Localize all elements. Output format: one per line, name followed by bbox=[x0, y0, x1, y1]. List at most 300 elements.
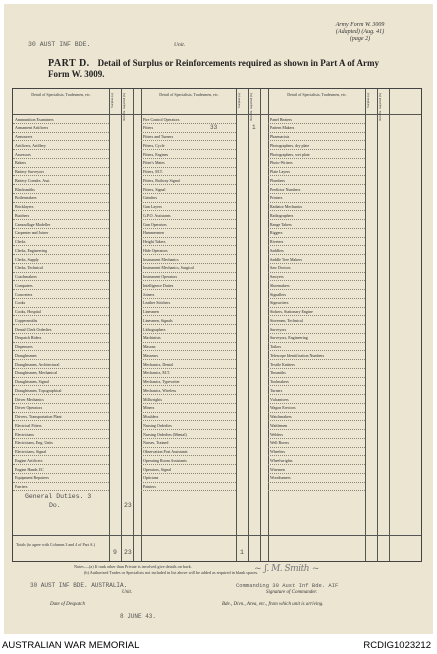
trade-label: Riveters bbox=[270, 239, 284, 244]
trade-row bbox=[13, 246, 109, 255]
trade-label: Stokers, Stationary Engine bbox=[270, 309, 313, 314]
trade-column-2 bbox=[141, 115, 236, 491]
trade-label: Wattlemen bbox=[270, 422, 288, 428]
trade-label: Fire Control Operators bbox=[143, 116, 180, 122]
trade-row bbox=[141, 369, 236, 378]
trade-row bbox=[268, 369, 365, 378]
trade-row bbox=[268, 124, 365, 133]
trade-row bbox=[268, 430, 365, 439]
trade-label: Machinists bbox=[143, 335, 161, 341]
trade-row bbox=[13, 168, 109, 177]
trade-row bbox=[268, 176, 365, 185]
totals-reinf: 23 bbox=[124, 549, 132, 556]
trade-label: Hammermen bbox=[143, 230, 164, 236]
note-a: Notes.—(a) If rank other than Private is involved give details on back. bbox=[74, 564, 192, 569]
trade-row bbox=[141, 115, 236, 124]
trade-label: Cooks, Hospital bbox=[15, 309, 41, 314]
trade-label: Assessors bbox=[15, 151, 31, 157]
trade-row bbox=[13, 290, 109, 299]
trade-row bbox=[141, 474, 236, 483]
trade-row bbox=[141, 343, 236, 352]
trade-row bbox=[141, 150, 236, 159]
trade-label: Clerks bbox=[15, 239, 26, 244]
trade-row bbox=[268, 238, 365, 247]
trade-row bbox=[268, 150, 365, 159]
trade-label: Photo-Writers bbox=[270, 160, 293, 166]
trade-label: Telescope Identification Numbers bbox=[270, 352, 325, 358]
trade-label: Gun Operators bbox=[143, 221, 167, 227]
commander-signature-image: ~ ʃ. M. Smith ~ bbox=[254, 564, 320, 574]
trade-row bbox=[268, 421, 365, 430]
trade-label: Panel Beaters bbox=[270, 116, 292, 122]
note-b: (b) Authorised Trades or Specialists not included in list above will be added as required in blank spaces. bbox=[84, 570, 259, 575]
date-of-despatch-label: Date of Despatch bbox=[50, 602, 85, 607]
trade-label: Printers bbox=[270, 195, 283, 201]
trade-row bbox=[141, 413, 236, 422]
trade-label: Lithographers bbox=[143, 326, 166, 332]
trade-label: Blacksmiths bbox=[15, 186, 35, 192]
header-surplus-col1: Surplus (a) bbox=[110, 93, 114, 108]
totals-surplus: 9 bbox=[113, 549, 117, 556]
trade-label: Toolmakers bbox=[270, 379, 289, 384]
trade-label: Opticians bbox=[143, 475, 159, 481]
unit-label: Unit. bbox=[174, 42, 186, 48]
destination-label: Bde., Divn., Area, etc., from which unit is arriving. bbox=[222, 602, 324, 607]
trade-label: Dispensers bbox=[15, 344, 33, 349]
trade-row bbox=[268, 483, 365, 492]
trade-label: Despatch Riders bbox=[15, 335, 42, 341]
trade-label: Fitters, Engines bbox=[143, 151, 169, 157]
trade-row bbox=[13, 404, 109, 413]
trade-row bbox=[13, 141, 109, 150]
trade-label: Tinsmiths bbox=[270, 370, 286, 376]
trade-label: Electrical Fitters bbox=[15, 422, 42, 428]
trade-row bbox=[141, 159, 236, 168]
trade-label: Battery Comdrs. Asst. bbox=[15, 177, 51, 183]
trade-label: Leather Stitchers bbox=[143, 300, 171, 306]
trade-row bbox=[13, 360, 109, 369]
trade-row bbox=[268, 465, 365, 474]
trade-row bbox=[268, 194, 365, 203]
trade-row bbox=[13, 238, 109, 247]
trade-row bbox=[13, 281, 109, 290]
trade-row bbox=[13, 159, 109, 168]
trade-row bbox=[268, 351, 365, 360]
trade-row bbox=[13, 439, 109, 448]
trade-row bbox=[268, 246, 365, 255]
trade-row bbox=[13, 386, 109, 395]
trade-row bbox=[141, 430, 236, 439]
form-ref-line3: (page 2) bbox=[349, 36, 371, 42]
trade-label: Bakers bbox=[15, 160, 27, 166]
trade-row bbox=[268, 386, 365, 395]
trade-label: Saddle Tree Makers bbox=[270, 256, 302, 262]
trade-row bbox=[13, 133, 109, 142]
trade-row bbox=[268, 395, 365, 404]
trade-row bbox=[141, 456, 236, 465]
trade-label: Wheelers bbox=[270, 449, 286, 454]
ditto-value: 23 bbox=[124, 502, 132, 509]
trade-row bbox=[268, 325, 365, 334]
trade-label: Wagon Erectors bbox=[270, 405, 296, 411]
trade-label: Intelligence Duties bbox=[143, 282, 174, 288]
trade-row bbox=[141, 281, 236, 290]
trade-row bbox=[268, 439, 365, 448]
trade-row bbox=[141, 334, 236, 343]
trade-label: Vulcanisers bbox=[270, 396, 289, 402]
trade-label: Plumbers bbox=[270, 177, 286, 183]
trade-row bbox=[268, 168, 365, 177]
trade-row bbox=[141, 246, 236, 255]
trade-label: Armourers bbox=[15, 134, 33, 139]
trade-label: Fitter's Mates bbox=[143, 160, 165, 166]
trade-label: Fitters, Signal bbox=[143, 186, 166, 192]
trade-row bbox=[13, 194, 109, 203]
trade-row bbox=[141, 141, 236, 150]
trade-row bbox=[141, 465, 236, 474]
general-duties-line: General Duties. 3 bbox=[25, 493, 92, 500]
trade-row bbox=[268, 290, 365, 299]
trade-label: Camouflage Modeller bbox=[15, 221, 51, 227]
trade-row bbox=[268, 273, 365, 282]
trade-label: Concreters bbox=[15, 291, 33, 297]
trade-row bbox=[141, 229, 236, 238]
trade-row bbox=[268, 264, 365, 273]
trade-label: Computers bbox=[15, 282, 33, 288]
trade-row bbox=[13, 369, 109, 378]
trade-label: Wheelwrights bbox=[270, 457, 293, 463]
trade-label: Nurses, Trained bbox=[143, 440, 169, 446]
form-ref-line2: (Adapted) (Aug. 41) bbox=[335, 29, 385, 35]
trade-label: Woodturners bbox=[270, 475, 291, 481]
trade-label: Driver Mechanics bbox=[15, 396, 44, 402]
trade-row bbox=[268, 360, 365, 369]
trade-label: Photographers, dry plate bbox=[270, 142, 310, 148]
trade-row bbox=[13, 299, 109, 308]
trade-row bbox=[13, 413, 109, 422]
trade-label: Welders bbox=[270, 431, 284, 437]
trade-row bbox=[13, 176, 109, 185]
trade-label: Operating Room Assistants bbox=[143, 457, 187, 463]
trade-label: Linesmen bbox=[143, 309, 159, 314]
trade-label: Observation Post Assistants bbox=[143, 449, 188, 454]
trade-label: Draughtsmen, Architectural bbox=[15, 361, 60, 367]
trade-row bbox=[141, 238, 236, 247]
trade-label: Boilermakers bbox=[15, 195, 37, 201]
fitters-reinf-value: 1 bbox=[252, 124, 256, 131]
trade-row bbox=[13, 150, 109, 159]
trade-label: Draughtsmen, Topographical bbox=[15, 387, 62, 393]
trade-row bbox=[141, 255, 236, 264]
trade-label: Carpenter and Joiner bbox=[15, 230, 49, 236]
trade-label: Shoemakers bbox=[270, 282, 290, 288]
trade-row bbox=[13, 343, 109, 352]
header-reinf-col2: Reinfts. required (b) bbox=[249, 93, 253, 121]
trade-row bbox=[141, 273, 236, 282]
trade-row bbox=[141, 194, 236, 203]
trade-label: Farriers bbox=[15, 484, 28, 489]
trade-label: Battery Surveyors bbox=[15, 169, 44, 174]
trade-label: Miners bbox=[143, 405, 155, 411]
trade-row bbox=[13, 273, 109, 282]
trade-label: Fitters and Turners bbox=[143, 134, 174, 139]
trade-label: Fitters, Railway Signal bbox=[143, 177, 180, 183]
trade-row bbox=[13, 203, 109, 212]
trade-label: Signallers bbox=[270, 291, 286, 297]
trade-label: Drivers, Transportation Plant bbox=[15, 414, 62, 419]
trade-label: Fitters bbox=[143, 125, 154, 131]
trade-row bbox=[268, 229, 365, 238]
trade-label: Surveyors, Engineering bbox=[270, 335, 308, 341]
trade-column-3 bbox=[268, 115, 365, 491]
trade-label: Coppersmiths bbox=[15, 317, 38, 323]
trade-label: Masseurs bbox=[143, 352, 159, 358]
trade-row bbox=[13, 378, 109, 387]
trade-label: Plate Layers bbox=[270, 169, 290, 174]
trade-row bbox=[268, 211, 365, 220]
trade-label: Saddlers bbox=[270, 247, 284, 253]
trade-row bbox=[13, 229, 109, 238]
trade-label: Masons bbox=[143, 344, 156, 349]
trade-label: Mechanics, M.T. bbox=[143, 370, 171, 376]
trade-row bbox=[13, 308, 109, 317]
trade-row bbox=[13, 124, 109, 133]
trade-label: Instrument Operators bbox=[143, 274, 178, 279]
trade-label: Engine Hands I/C bbox=[15, 466, 44, 472]
trade-label: Instrument Mechanics bbox=[143, 256, 179, 262]
trade-row bbox=[268, 115, 365, 124]
trade-label: Height Takers bbox=[143, 239, 166, 244]
trade-row bbox=[141, 316, 236, 325]
header-trade-col2: Detail of Specialists, Tradesmen, etc. bbox=[159, 92, 219, 97]
unit-typed: 30 AUST INF BDE. bbox=[28, 41, 91, 48]
trade-row bbox=[268, 474, 365, 483]
trade-label: Radiographers bbox=[270, 212, 294, 218]
trade-row bbox=[268, 281, 365, 290]
trade-label: Fitters, M.T. bbox=[143, 169, 163, 174]
record-id: RCDIG1023212 bbox=[363, 640, 431, 651]
totals-col2: 1 bbox=[240, 549, 244, 556]
form-sheet bbox=[4, 4, 433, 634]
form-ref-line1: Army Form W. 3009 bbox=[335, 22, 385, 28]
commanding-typed: Commanding 30 Aust Inf Bde. AIF bbox=[236, 582, 339, 589]
header-trade-col3: Detail of Specialists, Tradesmen, etc. bbox=[287, 92, 347, 97]
trade-row bbox=[141, 448, 236, 457]
trade-row bbox=[13, 211, 109, 220]
trade-label: Draughtsmen, Signal bbox=[15, 379, 49, 384]
trade-label: Linesmen, Signals bbox=[143, 317, 173, 323]
trade-label: Hide Operators bbox=[143, 247, 168, 253]
trade-label: Well Borers bbox=[270, 440, 290, 446]
date-typed: 8 JUNE 43. bbox=[120, 613, 157, 620]
trade-label: Electricians, Eng. Units bbox=[15, 440, 53, 446]
trade-label: Butchers bbox=[15, 212, 30, 218]
archive-credit: AUSTRALIAN WAR MEMORIAL bbox=[2, 640, 140, 651]
trade-row bbox=[141, 308, 236, 317]
trade-row bbox=[141, 325, 236, 334]
bottom-unit-typed: 30 AUST INF BDE. AUSTRALIA. bbox=[30, 582, 128, 589]
trade-row bbox=[141, 299, 236, 308]
trade-row bbox=[13, 185, 109, 194]
trade-label: Draughtsmen bbox=[15, 352, 37, 358]
trade-label: Draughtsmen, Mechanical bbox=[15, 370, 58, 376]
trade-label: Engine Artificers bbox=[15, 457, 43, 463]
trade-label: Coachmakers bbox=[15, 274, 37, 279]
trade-row bbox=[141, 220, 236, 229]
trade-row bbox=[13, 448, 109, 457]
trade-row bbox=[13, 430, 109, 439]
trade-label: Radiator Mechanics bbox=[270, 204, 303, 209]
trade-row bbox=[13, 395, 109, 404]
fitters-value: 33 bbox=[210, 124, 218, 131]
trade-label: Watchmakers bbox=[270, 414, 292, 419]
trade-label: Artificers, Artillery bbox=[15, 142, 46, 148]
trade-row bbox=[141, 360, 236, 369]
trade-label: Nursing Orderlies bbox=[143, 422, 172, 428]
trade-label: Clerks, Engineering bbox=[15, 247, 47, 253]
trade-row bbox=[13, 316, 109, 325]
trade-row bbox=[141, 404, 236, 413]
trade-row bbox=[13, 325, 109, 334]
trade-label: Photographers, wet plate bbox=[270, 151, 310, 157]
trade-row bbox=[13, 255, 109, 264]
trade-row bbox=[13, 351, 109, 360]
trade-row bbox=[268, 255, 365, 264]
trade-row bbox=[141, 290, 236, 299]
trade-row bbox=[141, 124, 236, 133]
trade-label: Predictor Numbers bbox=[270, 186, 301, 192]
trade-label: Gun Layers bbox=[143, 204, 162, 209]
form-reference bbox=[308, 22, 412, 43]
trade-label: Moulders bbox=[143, 414, 159, 419]
trade-label: Textile Knitters bbox=[270, 361, 295, 367]
header-reinf-col3: Reinfts. required (b) bbox=[378, 93, 382, 121]
totals-label: Totals (to agree with Columns 3 and 4 of Part A.) bbox=[16, 542, 95, 547]
trade-row bbox=[13, 220, 109, 229]
bottom-unit-label: Unit. bbox=[122, 590, 133, 595]
title-text: Detail of Surplus or Reinforcements required as shown in Part A of Army Form W. 3009. bbox=[48, 58, 380, 79]
trade-row bbox=[141, 351, 236, 360]
trade-label: Pharmacists bbox=[270, 134, 290, 139]
trade-row bbox=[141, 211, 236, 220]
trade-row bbox=[268, 456, 365, 465]
trade-label: Mechanics, Dental bbox=[143, 361, 173, 367]
trade-label: Operators, Signal bbox=[143, 466, 171, 472]
trade-label: Cooks bbox=[15, 300, 26, 306]
trade-label: Storemen, Technical bbox=[270, 317, 303, 323]
trade-row bbox=[141, 176, 236, 185]
trade-row bbox=[13, 456, 109, 465]
trade-row bbox=[268, 308, 365, 317]
trade-row bbox=[268, 141, 365, 150]
trade-label: Pattern Makers bbox=[270, 125, 295, 131]
trade-row bbox=[141, 168, 236, 177]
trade-row bbox=[141, 386, 236, 395]
trade-label: Millwrights bbox=[143, 396, 162, 402]
trade-label: Bricklayers bbox=[15, 204, 34, 209]
trade-row bbox=[268, 203, 365, 212]
trade-row bbox=[13, 421, 109, 430]
trade-label: Turners bbox=[270, 387, 283, 393]
trade-row bbox=[268, 133, 365, 142]
trade-label: Instrument Mechanics, Surgical bbox=[143, 265, 194, 271]
trade-row bbox=[268, 343, 365, 352]
trade-label: Wiremen bbox=[270, 466, 285, 472]
trade-row bbox=[13, 334, 109, 343]
trade-label: Dental Clerk Orderlies bbox=[15, 326, 52, 332]
trade-row bbox=[268, 299, 365, 308]
header-trade-col1: Detail of Specialists, Tradesmen, etc. bbox=[31, 92, 91, 97]
trade-label: Equipment Repairers bbox=[15, 475, 49, 481]
trade-row bbox=[141, 203, 236, 212]
trade-row bbox=[268, 413, 365, 422]
part-label: PART D. bbox=[48, 58, 90, 69]
trade-row bbox=[268, 159, 365, 168]
header-surplus-col3: Surplus (a) bbox=[366, 93, 370, 108]
trade-row bbox=[268, 378, 365, 387]
trade-label: Tailors bbox=[270, 344, 282, 349]
trade-label: Riggers bbox=[270, 230, 283, 236]
trade-label: Joiners bbox=[143, 291, 155, 297]
trade-label: Ammunition Examiners bbox=[15, 116, 54, 122]
trade-label: Grinders bbox=[143, 195, 157, 201]
trade-row bbox=[141, 378, 236, 387]
trade-label: G.P.O. Assistants bbox=[143, 212, 171, 218]
trade-label: Signwriters bbox=[270, 300, 289, 306]
trade-label: Painters bbox=[143, 484, 156, 489]
trade-label: Driver Operators bbox=[15, 405, 43, 411]
trade-label: Clerks, Technical bbox=[15, 265, 43, 271]
ditto-line: Do. bbox=[49, 502, 61, 509]
trade-row bbox=[13, 115, 109, 124]
trade-label: Surveyors bbox=[270, 326, 287, 332]
trade-label: Armament Artificers bbox=[15, 125, 49, 131]
trade-row bbox=[13, 474, 109, 483]
trade-row bbox=[141, 185, 236, 194]
trade-column-1 bbox=[13, 115, 109, 491]
header-surplus-col2: Surplus (a) bbox=[237, 93, 241, 108]
trade-row bbox=[141, 133, 236, 142]
trade-label: Mechanics, Typewriter bbox=[143, 379, 180, 384]
trade-row bbox=[141, 439, 236, 448]
trade-label: Saw Doctors bbox=[270, 265, 291, 271]
header-reinf-col1: Reinfts. required (b) bbox=[122, 93, 126, 121]
trade-label: Sawyers bbox=[270, 274, 284, 279]
trade-label: Electricians, Signal bbox=[15, 449, 47, 454]
trade-row bbox=[141, 395, 236, 404]
trade-row bbox=[141, 264, 236, 273]
trade-row bbox=[141, 483, 236, 492]
trade-label: Nursing Orderlies (Mental) bbox=[143, 431, 187, 437]
trade-label: Electricians bbox=[15, 431, 34, 437]
form-title bbox=[48, 58, 398, 80]
trade-row bbox=[141, 421, 236, 430]
footer-bar bbox=[0, 636, 437, 654]
trade-row bbox=[268, 185, 365, 194]
trade-row bbox=[13, 264, 109, 273]
trade-label: Mechanics, Wireless bbox=[143, 387, 177, 393]
trade-label: Fitters, Cycle bbox=[143, 142, 165, 148]
signature-label: Signature of Commander. bbox=[266, 590, 318, 595]
trade-row bbox=[268, 404, 365, 413]
trade-row bbox=[268, 316, 365, 325]
trade-row bbox=[268, 220, 365, 229]
trade-row bbox=[13, 483, 109, 492]
trade-label: Range Takers bbox=[270, 221, 292, 227]
trade-label: Clerks, Supply bbox=[15, 256, 39, 262]
trade-row bbox=[268, 334, 365, 343]
specialists-table bbox=[12, 88, 422, 562]
